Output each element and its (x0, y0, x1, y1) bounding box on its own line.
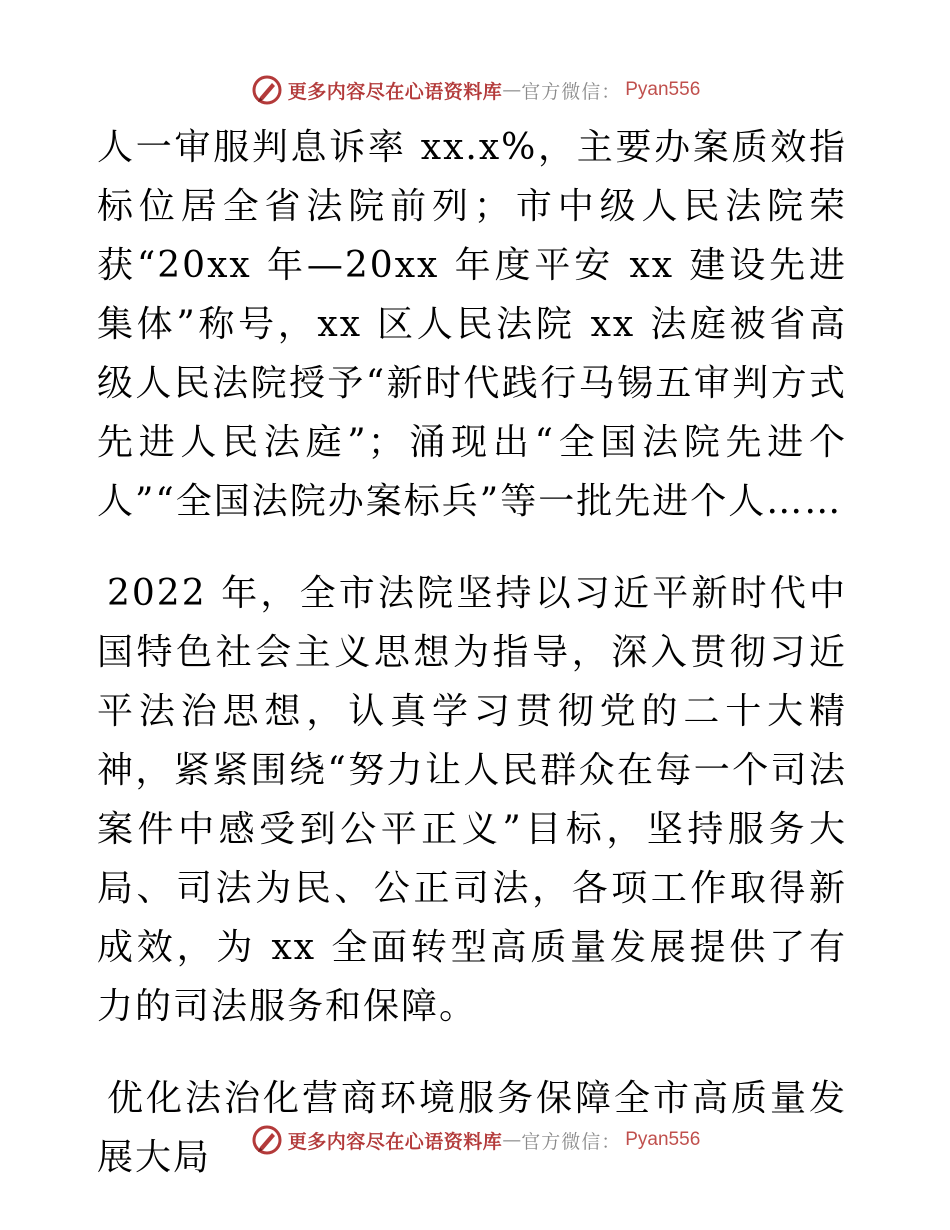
footer-watermark (0, 1120, 950, 1160)
watermark-separator: — (502, 79, 522, 101)
header-watermark (0, 70, 950, 110)
pen-nib-logo-icon (250, 1123, 284, 1157)
pen-nib-logo-icon (250, 73, 284, 107)
section-heading: 优化法治化营商环境服务保障全市高质量发展大局 (97, 1078, 847, 1178)
watermark-official-label: 官方微信： (521, 1130, 622, 1153)
watermark-wechat-id: Pyan556 (625, 1129, 701, 1150)
watermark-separator: — (502, 1129, 522, 1151)
watermark-official-label: 官方微信： (521, 80, 622, 103)
paragraph-achievements: 人一审服判息诉率 xx.x%，主要办案质效指标位居全省法院前列；市中级人民法院荣获“20xx 年—20xx 年度平安 xx 建设先进集体”称号，xx 区人民法院 xx 法庭被省高级人民法院授予“新时代践行马锡五审判方式先进人民法庭”；涌现出“全国法院先进个人”“全国法院办案标兵”等一批先进个人…… (97, 127, 847, 522)
document-body (97, 118, 847, 1187)
watermark-brand-text: 更多内容尽在心语资料库 (287, 1130, 503, 1153)
watermark-brand-text: 更多内容尽在心语资料库 (287, 80, 503, 103)
watermark-wechat-id: Pyan556 (625, 79, 701, 100)
paragraph-2022-summary: 2022 年，全市法院坚持以习近平新时代中国特色社会主义思想为指导，深入贯彻习近平法治思想，认真学习贯彻党的二十大精神，紧紧围绕“努力让人民群众在每一个司法案件中感受到公平正义”目标，坚持服务大局、司法为民、公正司法，各项工作取得新成效，为 xx 全面转型高质量发展提供了有力的司法服务和保障。 (97, 573, 847, 1027)
